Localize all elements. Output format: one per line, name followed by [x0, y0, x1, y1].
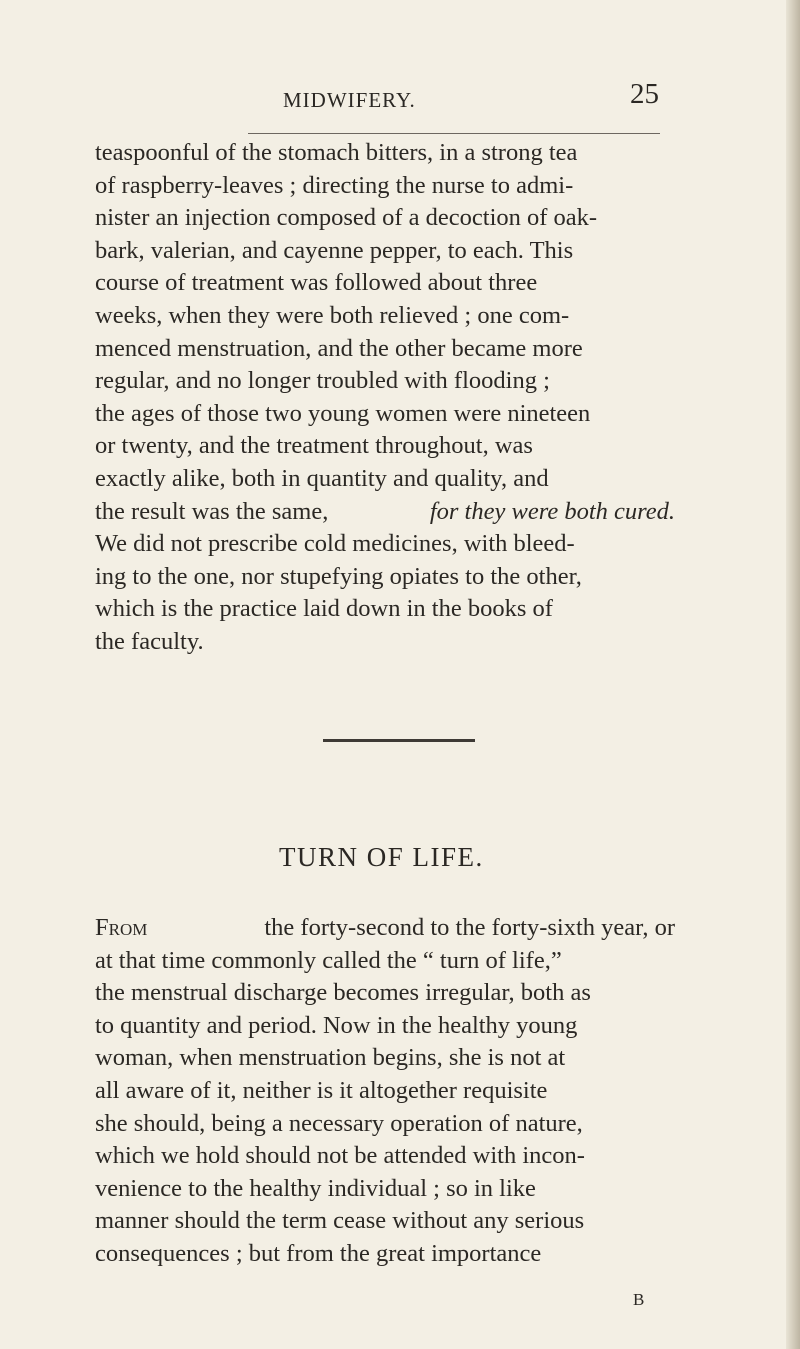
text-line: she should, being a necessary operation of nature,: [95, 1109, 583, 1137]
text-line: nister an injection composed of a decoction of oak-: [95, 204, 598, 232]
text-line: consequences ; but from the great importance: [95, 1239, 542, 1267]
section-title: TURN OF LIFE.: [279, 842, 484, 872]
text-line: or twenty, and the treatment throughout, was: [95, 432, 533, 460]
paragraph-2: [95, 912, 675, 1271]
text-line: teaspoonful of the stomach bitters, in a strong tea: [95, 139, 578, 166]
text-line-segment: the forty-second to the forty-sixth year, or: [264, 914, 675, 941]
text-line-segment: the result was the same,: [95, 497, 329, 525]
running-head: MIDWIFERY.: [283, 88, 416, 112]
text-line: We did not prescribe cold medicines, with bleed-: [95, 530, 575, 558]
text-line: the ages of those two young women were nineteen: [95, 399, 591, 427]
page-edge-shadow: [786, 0, 800, 1349]
signature-mark: B: [633, 1290, 645, 1309]
text-line: menced menstruation, and the other became more: [95, 334, 583, 362]
text-line: weeks, when they were both relieved ; one com-: [95, 301, 570, 329]
text-line: of raspberry-leaves ; directing the nurse to admi-: [95, 171, 574, 199]
header-rule: [248, 133, 660, 134]
first-word: From: [95, 914, 148, 941]
text-line: the faculty.: [95, 627, 204, 655]
text-line-with-small-caps: [95, 912, 675, 945]
text-line: which we hold should not be attended with incon-: [95, 1142, 585, 1170]
text-line: at that time commonly called the “ turn of life,”: [95, 946, 562, 974]
text-line: to quantity and period. Now in the healthy young: [95, 1011, 578, 1039]
text-line: course of treatment was followed about three: [95, 269, 538, 297]
text-line-with-italic: [95, 496, 675, 529]
text-line: woman, when menstruation begins, she is not at: [95, 1044, 566, 1072]
text-line: manner should the term cease without any serious: [95, 1207, 585, 1235]
text-line: all aware of it, neither is it altogether requisite: [95, 1076, 548, 1104]
text-line: bark, valerian, and cayenne pepper, to each. This: [95, 236, 574, 264]
page-number: 25: [630, 78, 659, 110]
text-line: the menstrual discharge becomes irregular, both as: [95, 979, 591, 1007]
paragraph-1: [95, 137, 675, 659]
text-line: ing to the one, nor stupefying opiates to the other,: [95, 562, 582, 590]
text-line: regular, and no longer troubled with flooding ;: [95, 367, 550, 395]
italic-phrase: for they were both cured.: [429, 497, 675, 525]
text-line: venience to the healthy individual ; so in like: [95, 1174, 536, 1202]
text-line: which is the practice laid down in the books of: [95, 595, 553, 623]
text-line: exactly alike, both in quantity and quality, and: [95, 464, 549, 492]
section-divider: [323, 739, 475, 742]
